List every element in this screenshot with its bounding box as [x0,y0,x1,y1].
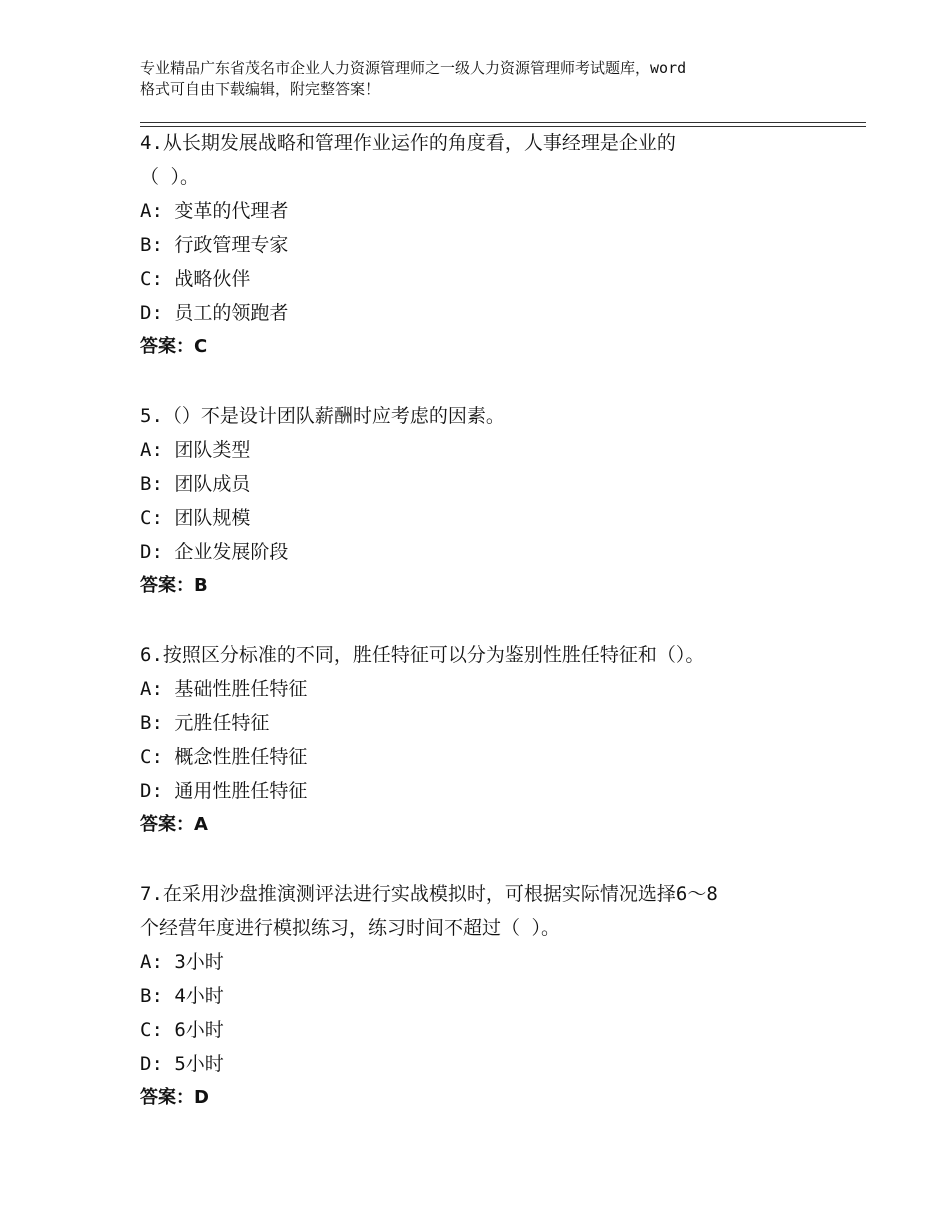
option-d: D: 企业发展阶段 [140,541,289,563]
option-c: C: 团队规模 [140,507,251,529]
option-a: A: 3小时 [140,951,224,973]
option-b: B: 团队成员 [140,473,251,495]
question-text: （ ）。 [140,166,199,188]
question-text: 7.在采用沙盘推演测评法进行实战模拟时，可根据实际情况选择6～8 [140,883,718,905]
header-line-2: 格式可自由下载编辑，附完整答案！ [140,80,381,98]
question-block [140,126,820,364]
question-text: 6.按照区分标准的不同，胜任特征可以分为鉴别性胜任特征和（）。 [140,644,705,666]
option-d: D: 通用性胜任特征 [140,780,308,802]
answer: 答案：D [140,1087,209,1108]
option-d: D: 5小时 [140,1053,224,1075]
answer: 答案：B [140,575,208,596]
option-c: C: 概念性胜任特征 [140,746,308,768]
document-header [140,58,840,100]
question-block [140,638,820,842]
question-block [140,399,820,603]
question-text: 个经营年度进行模拟练习，练习时间不超过（ ）。 [140,917,560,939]
option-a: A: 团队类型 [140,439,251,461]
option-a: A: 变革的代理者 [140,200,289,222]
option-a: A: 基础性胜任特征 [140,678,308,700]
option-d: D: 员工的领跑者 [140,302,289,324]
question-block [140,877,820,1115]
answer: 答案：C [140,336,208,357]
option-b: B: 元胜任特征 [140,712,270,734]
option-b: B: 4小时 [140,985,224,1007]
question-text: 5.（）不是设计团队薪酬时应考虑的因素。 [140,405,505,427]
header-line-1: 专业精品广东省茂名市企业人力资源管理师之一级人力资源管理师考试题库，word [140,59,687,77]
option-c: C: 战略伙伴 [140,268,251,290]
option-c: C: 6小时 [140,1019,224,1041]
header-divider [140,122,866,123]
question-text: 4.从长期发展战略和管理作业运作的角度看，人事经理是企业的 [140,132,676,154]
option-b: B: 行政管理专家 [140,234,289,256]
answer: 答案：A [140,814,208,835]
